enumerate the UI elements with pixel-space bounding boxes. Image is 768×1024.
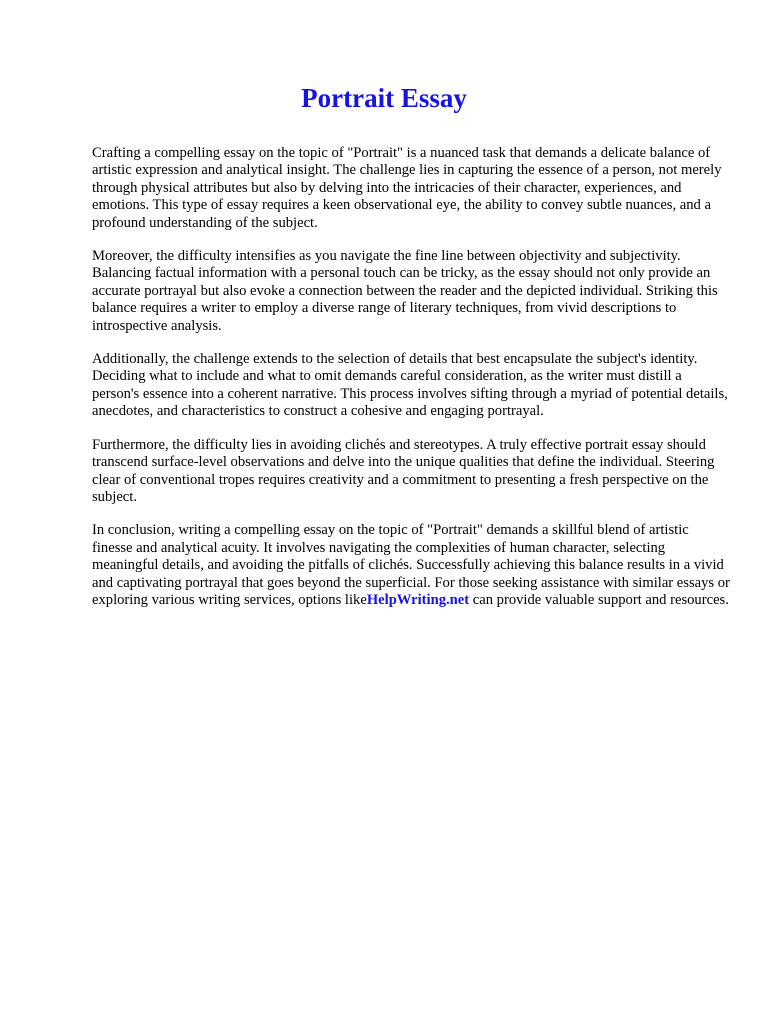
conclusion-text: In conclusion, writing a compelling essay on the topic of "Portrait" demands a skillful blend of artistic finesse and analytical acuity. It involves navigating the complexities of human character, selecting meaningful details, and avoiding the pitfalls of clichés. Successfully achieving this balance results in a vivid and captivating portrayal that goes beyond the superficial. For those seeking assistance with similar essays or exploring various writing services, options like	[92, 522, 730, 608]
paragraph-conclusion	[92, 522, 732, 609]
paragraph-1: Crafting a compelling essay on the topic of "Portrait" is a nuanced task that demands a delicate balance of artistic expression and analytical insight. The challenge lies in capturing the essence of a person, not merely through physical attributes but also by delving into the intricacies of their character, experiences, and emotions. This type of essay requires a keen observational eye, the ability to convey subtle nuances, and a profound understanding of the subject.	[92, 145, 722, 231]
conclusion-text-end: can provide valuable support and resources.	[472, 591, 729, 608]
paragraph-4: Furthermore, the difficulty lies in avoiding clichés and stereotypes. A truly effective portrait essay should transcend surface-level observations and delve into the unique qualities that define the individual. Steering clear of conventional tropes requires creativity and a commitment to presenting a fresh perspective on the subject.	[92, 436, 715, 505]
paragraph-2: Moreover, the difficulty intensifies as you navigate the fine line between objectivity and subjectivity. Balancing factual information with a personal touch can be tricky, as the essay should not only provide an accurate portrayal but also evoke a connection between the reader and the depicted individual. Striking this balance requires a writer to employ a diverse range of literary techniques, from vivid descriptions to introspective analysis.	[92, 248, 718, 334]
paragraph-3: Additionally, the challenge extends to the selection of details that best encapsulate the subject's identity. Deciding what to include and what to omit demands careful consideration, as the writer must distill a person's essence into a coherent narrative. This process involves sifting through a myriad of potential details, anecdotes, and characteristics to construct a cohesive and engaging portrayal.	[92, 351, 728, 420]
essay-body	[92, 145, 732, 625]
page-title: Portrait Essay	[301, 83, 467, 113]
helpwriting-link[interactable]: HelpWriting.net	[366, 591, 470, 608]
